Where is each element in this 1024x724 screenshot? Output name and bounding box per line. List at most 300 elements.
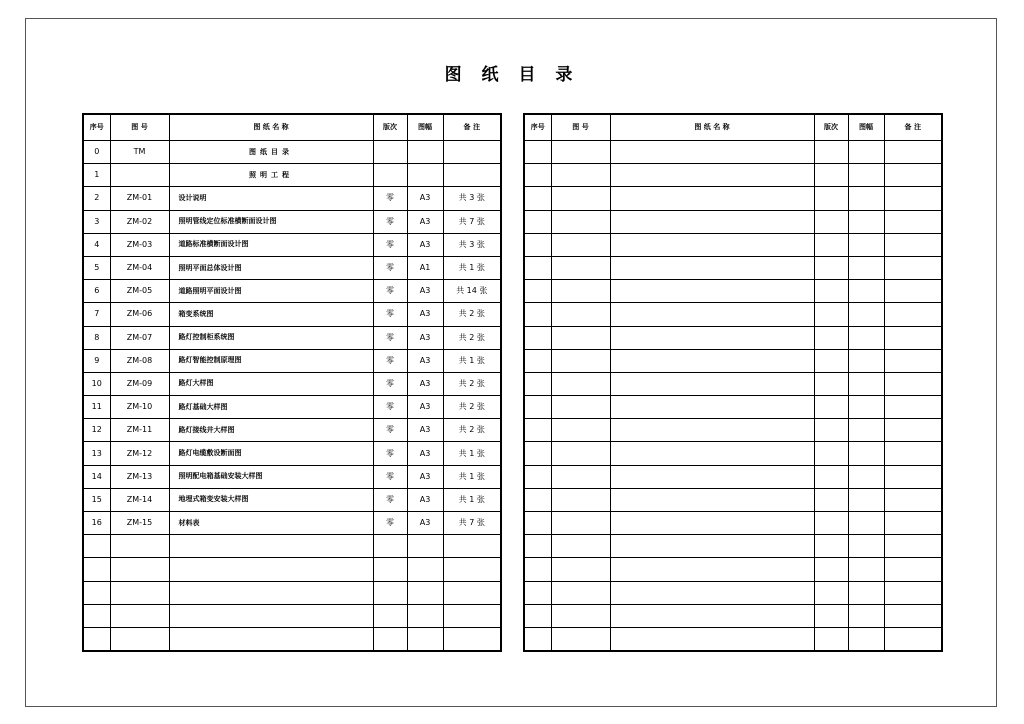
cell-version: 零 bbox=[373, 465, 407, 488]
cell-code bbox=[551, 604, 610, 627]
cell-code: ZM-06 bbox=[110, 303, 169, 326]
cell-version: 零 bbox=[373, 349, 407, 372]
cell-version bbox=[373, 604, 407, 627]
cell-seq: 7 bbox=[83, 303, 110, 326]
table-row-empty bbox=[524, 280, 942, 303]
table-row-empty bbox=[524, 627, 942, 651]
table-row bbox=[83, 349, 501, 372]
cell-code bbox=[551, 512, 610, 535]
cell-code: ZM-01 bbox=[110, 187, 169, 210]
table-row bbox=[83, 372, 501, 395]
cell-code: ZM-11 bbox=[110, 419, 169, 442]
cell-version: 零 bbox=[373, 210, 407, 233]
cell-name bbox=[169, 581, 373, 604]
cell-size bbox=[407, 627, 443, 651]
table-row bbox=[83, 535, 501, 558]
table-row bbox=[83, 419, 501, 442]
cell-name: 路灯接线井大样图 bbox=[169, 419, 373, 442]
table-row-empty bbox=[524, 581, 942, 604]
cell-code bbox=[551, 256, 610, 279]
cell-size bbox=[848, 465, 884, 488]
cell-code bbox=[551, 535, 610, 558]
cell-size bbox=[848, 604, 884, 627]
cell-version: 零 bbox=[373, 442, 407, 465]
cell-seq: 8 bbox=[83, 326, 110, 349]
cell-size: A3 bbox=[407, 210, 443, 233]
table-row bbox=[83, 581, 501, 604]
table-row bbox=[83, 256, 501, 279]
cell-seq bbox=[524, 581, 551, 604]
table-row-empty bbox=[524, 442, 942, 465]
table-row bbox=[83, 604, 501, 627]
table-row-empty bbox=[524, 558, 942, 581]
cell-name bbox=[610, 558, 814, 581]
cell-note bbox=[884, 141, 942, 164]
cell-seq: 10 bbox=[83, 372, 110, 395]
cell-size: A3 bbox=[407, 396, 443, 419]
cell-version bbox=[814, 326, 848, 349]
cell-size bbox=[848, 326, 884, 349]
cell-size: A3 bbox=[407, 442, 443, 465]
cell-name bbox=[610, 396, 814, 419]
cell-seq bbox=[83, 581, 110, 604]
cell-seq bbox=[524, 465, 551, 488]
cell-name bbox=[610, 326, 814, 349]
cell-seq: 6 bbox=[83, 280, 110, 303]
cell-size bbox=[407, 558, 443, 581]
cell-name bbox=[610, 419, 814, 442]
table-row-empty bbox=[524, 396, 942, 419]
cell-version bbox=[814, 141, 848, 164]
cell-code bbox=[551, 627, 610, 651]
cell-version bbox=[814, 465, 848, 488]
cell-size bbox=[848, 256, 884, 279]
cell-name: 照明管线定位标准横断面设计图 bbox=[169, 210, 373, 233]
cell-name: 地埋式箱变安装大样图 bbox=[169, 488, 373, 511]
cell-note: 共 1 张 bbox=[443, 465, 501, 488]
cell-seq: 14 bbox=[83, 465, 110, 488]
cell-seq bbox=[83, 627, 110, 651]
cell-version bbox=[814, 558, 848, 581]
cell-seq bbox=[524, 233, 551, 256]
cell-code bbox=[551, 419, 610, 442]
cell-name: 道路标准横断面设计图 bbox=[169, 233, 373, 256]
table-row-empty bbox=[524, 465, 942, 488]
cell-seq: 12 bbox=[83, 419, 110, 442]
table-row bbox=[83, 164, 501, 187]
table-row-empty bbox=[524, 187, 942, 210]
cell-version bbox=[814, 164, 848, 187]
cell-code: ZM-08 bbox=[110, 349, 169, 372]
cell-seq: 0 bbox=[83, 141, 110, 164]
table-row bbox=[83, 442, 501, 465]
cell-version bbox=[814, 419, 848, 442]
cell-seq bbox=[524, 256, 551, 279]
table-row bbox=[83, 512, 501, 535]
cell-code: ZM-15 bbox=[110, 512, 169, 535]
cell-name bbox=[610, 210, 814, 233]
cell-version bbox=[814, 256, 848, 279]
cell-note: 共 2 张 bbox=[443, 419, 501, 442]
table-row-empty bbox=[524, 512, 942, 535]
cell-seq bbox=[524, 558, 551, 581]
header-code: 图 号 bbox=[551, 114, 610, 141]
table-row-empty bbox=[524, 419, 942, 442]
cell-code bbox=[551, 326, 610, 349]
cell-name: 道路照明平面设计图 bbox=[169, 280, 373, 303]
cell-seq: 13 bbox=[83, 442, 110, 465]
cell-name bbox=[610, 141, 814, 164]
cell-version: 零 bbox=[373, 326, 407, 349]
cell-note: 共 1 张 bbox=[443, 442, 501, 465]
cell-note bbox=[884, 233, 942, 256]
cell-version bbox=[373, 558, 407, 581]
cell-code bbox=[551, 558, 610, 581]
header-version: 版次 bbox=[373, 114, 407, 141]
cell-version: 零 bbox=[373, 233, 407, 256]
cell-name bbox=[169, 627, 373, 651]
cell-code bbox=[551, 303, 610, 326]
cell-name: 图纸目录 bbox=[169, 141, 373, 164]
cell-size bbox=[848, 512, 884, 535]
cell-note: 共 2 张 bbox=[443, 372, 501, 395]
cell-seq bbox=[524, 396, 551, 419]
table-row-empty bbox=[524, 303, 942, 326]
cell-version bbox=[814, 535, 848, 558]
cell-version: 零 bbox=[373, 303, 407, 326]
cell-size bbox=[848, 280, 884, 303]
table-row bbox=[83, 488, 501, 511]
cell-code: ZM-13 bbox=[110, 465, 169, 488]
cell-note bbox=[443, 535, 501, 558]
cell-version bbox=[814, 581, 848, 604]
cell-seq bbox=[524, 488, 551, 511]
header-note: 备 注 bbox=[443, 114, 501, 141]
cell-code bbox=[551, 465, 610, 488]
cell-size bbox=[848, 558, 884, 581]
cell-version: 零 bbox=[373, 512, 407, 535]
cell-seq bbox=[524, 326, 551, 349]
cell-note bbox=[884, 627, 942, 651]
cell-name bbox=[610, 372, 814, 395]
table-row bbox=[83, 141, 501, 164]
cell-note bbox=[443, 558, 501, 581]
table-row bbox=[83, 233, 501, 256]
cell-size bbox=[848, 303, 884, 326]
table-row bbox=[83, 396, 501, 419]
table-header-row bbox=[524, 114, 942, 141]
drawing-index-table-right bbox=[523, 113, 943, 652]
cell-version: 零 bbox=[373, 488, 407, 511]
cell-note bbox=[884, 396, 942, 419]
cell-note: 共 3 张 bbox=[443, 233, 501, 256]
table-row-empty bbox=[524, 233, 942, 256]
cell-seq bbox=[524, 442, 551, 465]
cell-version bbox=[373, 164, 407, 187]
cell-code bbox=[110, 627, 169, 651]
cell-size bbox=[848, 581, 884, 604]
cell-size bbox=[848, 349, 884, 372]
table-row-empty bbox=[524, 326, 942, 349]
cell-note: 共 1 张 bbox=[443, 349, 501, 372]
cell-code bbox=[551, 164, 610, 187]
cell-note bbox=[884, 419, 942, 442]
table-header-row bbox=[83, 114, 501, 141]
cell-name bbox=[610, 442, 814, 465]
cell-code bbox=[551, 581, 610, 604]
cell-code bbox=[551, 488, 610, 511]
cell-code: ZM-09 bbox=[110, 372, 169, 395]
cell-version: 零 bbox=[373, 372, 407, 395]
cell-version bbox=[814, 187, 848, 210]
cell-name: 照明平面总体设计图 bbox=[169, 256, 373, 279]
cell-name bbox=[610, 535, 814, 558]
cell-size: A3 bbox=[407, 488, 443, 511]
cell-version: 零 bbox=[373, 419, 407, 442]
table-row-empty bbox=[524, 164, 942, 187]
cell-seq bbox=[83, 535, 110, 558]
cell-name bbox=[610, 349, 814, 372]
cell-seq bbox=[524, 535, 551, 558]
cell-note: 共 2 张 bbox=[443, 396, 501, 419]
header-note: 备 注 bbox=[884, 114, 942, 141]
cell-version: 零 bbox=[373, 187, 407, 210]
cell-code: TM bbox=[110, 141, 169, 164]
cell-note bbox=[884, 303, 942, 326]
cell-seq bbox=[524, 303, 551, 326]
cell-note bbox=[884, 465, 942, 488]
drawing-index-table-left bbox=[82, 113, 502, 652]
cell-name bbox=[610, 627, 814, 651]
cell-name: 路灯基础大样图 bbox=[169, 396, 373, 419]
table-row bbox=[83, 558, 501, 581]
cell-note bbox=[443, 141, 501, 164]
cell-size: A3 bbox=[407, 187, 443, 210]
cell-name: 路灯智能控制原理图 bbox=[169, 349, 373, 372]
cell-note bbox=[443, 627, 501, 651]
cell-version bbox=[814, 349, 848, 372]
cell-name bbox=[169, 604, 373, 627]
cell-seq bbox=[524, 419, 551, 442]
cell-name: 照明工程 bbox=[169, 164, 373, 187]
table-row-empty bbox=[524, 210, 942, 233]
cell-code bbox=[551, 187, 610, 210]
cell-name bbox=[610, 604, 814, 627]
cell-seq bbox=[524, 372, 551, 395]
cell-note bbox=[884, 187, 942, 210]
cell-version bbox=[814, 442, 848, 465]
cell-name bbox=[610, 187, 814, 210]
cell-size bbox=[848, 141, 884, 164]
cell-seq bbox=[524, 280, 551, 303]
cell-seq: 2 bbox=[83, 187, 110, 210]
cell-size bbox=[407, 604, 443, 627]
cell-code bbox=[551, 442, 610, 465]
table-row-empty bbox=[524, 372, 942, 395]
cell-version bbox=[373, 141, 407, 164]
cell-version: 零 bbox=[373, 396, 407, 419]
cell-name bbox=[169, 558, 373, 581]
cell-size: A1 bbox=[407, 256, 443, 279]
cell-note bbox=[884, 488, 942, 511]
cell-version bbox=[814, 604, 848, 627]
cell-code bbox=[551, 396, 610, 419]
cell-size bbox=[848, 442, 884, 465]
header-version: 版次 bbox=[814, 114, 848, 141]
cell-code: ZM-12 bbox=[110, 442, 169, 465]
cell-size bbox=[848, 372, 884, 395]
header-code: 图 号 bbox=[110, 114, 169, 141]
cell-note: 共 7 张 bbox=[443, 210, 501, 233]
cell-size: A3 bbox=[407, 349, 443, 372]
cell-note bbox=[443, 581, 501, 604]
cell-version bbox=[373, 581, 407, 604]
header-seq: 序号 bbox=[83, 114, 110, 141]
cell-seq bbox=[524, 349, 551, 372]
cell-seq: 3 bbox=[83, 210, 110, 233]
table-row bbox=[83, 187, 501, 210]
cell-name bbox=[610, 164, 814, 187]
cell-code: ZM-10 bbox=[110, 396, 169, 419]
table-row bbox=[83, 465, 501, 488]
cell-size: A3 bbox=[407, 326, 443, 349]
cell-version bbox=[814, 396, 848, 419]
cell-code bbox=[551, 349, 610, 372]
cell-code bbox=[110, 558, 169, 581]
cell-version bbox=[814, 488, 848, 511]
cell-code: ZM-03 bbox=[110, 233, 169, 256]
cell-seq: 5 bbox=[83, 256, 110, 279]
cell-size bbox=[848, 396, 884, 419]
cell-seq bbox=[524, 210, 551, 233]
header-name: 图 纸 名 称 bbox=[610, 114, 814, 141]
table-row-empty bbox=[524, 349, 942, 372]
table-row-empty bbox=[524, 256, 942, 279]
cell-name bbox=[610, 581, 814, 604]
cell-seq bbox=[524, 187, 551, 210]
cell-code bbox=[551, 280, 610, 303]
cell-size: A3 bbox=[407, 303, 443, 326]
cell-code: ZM-02 bbox=[110, 210, 169, 233]
cell-note bbox=[443, 164, 501, 187]
cell-size: A3 bbox=[407, 419, 443, 442]
cell-size: A3 bbox=[407, 280, 443, 303]
cell-note: 共 3 张 bbox=[443, 187, 501, 210]
cell-code bbox=[551, 141, 610, 164]
cell-version bbox=[373, 627, 407, 651]
table-row-empty bbox=[524, 488, 942, 511]
cell-name bbox=[610, 303, 814, 326]
cell-note: 共 1 张 bbox=[443, 256, 501, 279]
table-row bbox=[83, 303, 501, 326]
cell-note bbox=[443, 604, 501, 627]
cell-note: 共 14 张 bbox=[443, 280, 501, 303]
cell-seq bbox=[524, 627, 551, 651]
cell-name: 照明配电箱基础安装大样图 bbox=[169, 465, 373, 488]
cell-size bbox=[848, 488, 884, 511]
header-size: 图幅 bbox=[848, 114, 884, 141]
cell-code bbox=[551, 372, 610, 395]
table-row-empty bbox=[524, 604, 942, 627]
cell-seq bbox=[524, 512, 551, 535]
cell-note: 共 2 张 bbox=[443, 326, 501, 349]
cell-note bbox=[884, 280, 942, 303]
cell-seq: 9 bbox=[83, 349, 110, 372]
cell-name bbox=[610, 512, 814, 535]
cell-size: A3 bbox=[407, 372, 443, 395]
cell-code: ZM-05 bbox=[110, 280, 169, 303]
page-title: 图 纸 目 录 bbox=[444, 65, 580, 85]
cell-size: A3 bbox=[407, 233, 443, 256]
cell-note bbox=[884, 604, 942, 627]
cell-code bbox=[110, 535, 169, 558]
cell-name: 材料表 bbox=[169, 512, 373, 535]
cell-code bbox=[551, 233, 610, 256]
cell-name bbox=[610, 280, 814, 303]
cell-size bbox=[848, 187, 884, 210]
cell-seq bbox=[524, 604, 551, 627]
cell-size bbox=[848, 210, 884, 233]
cell-note: 共 7 张 bbox=[443, 512, 501, 535]
cell-size: A3 bbox=[407, 512, 443, 535]
cell-note bbox=[884, 512, 942, 535]
cell-name: 路灯大样图 bbox=[169, 372, 373, 395]
cell-name: 路灯控制柜系统图 bbox=[169, 326, 373, 349]
cell-note bbox=[884, 558, 942, 581]
cell-name bbox=[610, 233, 814, 256]
cell-version: 零 bbox=[373, 280, 407, 303]
cell-seq bbox=[524, 141, 551, 164]
table-row bbox=[83, 326, 501, 349]
cell-note bbox=[884, 349, 942, 372]
cell-code: ZM-07 bbox=[110, 326, 169, 349]
cell-name: 设计说明 bbox=[169, 187, 373, 210]
cell-note bbox=[884, 210, 942, 233]
cell-name bbox=[610, 465, 814, 488]
cell-size bbox=[848, 419, 884, 442]
cell-note bbox=[884, 256, 942, 279]
cell-code: ZM-14 bbox=[110, 488, 169, 511]
table-row bbox=[83, 627, 501, 651]
table-row bbox=[83, 210, 501, 233]
header-name: 图 纸 名 称 bbox=[169, 114, 373, 141]
cell-name: 路灯电缆敷设断面图 bbox=[169, 442, 373, 465]
cell-name bbox=[610, 256, 814, 279]
cell-note bbox=[884, 164, 942, 187]
header-size: 图幅 bbox=[407, 114, 443, 141]
cell-version bbox=[814, 210, 848, 233]
cell-version: 零 bbox=[373, 256, 407, 279]
cell-code bbox=[110, 581, 169, 604]
cell-size bbox=[407, 581, 443, 604]
cell-seq: 15 bbox=[83, 488, 110, 511]
table-row-empty bbox=[524, 535, 942, 558]
cell-seq bbox=[83, 604, 110, 627]
cell-size bbox=[407, 535, 443, 558]
cell-size bbox=[848, 233, 884, 256]
cell-seq bbox=[83, 558, 110, 581]
cell-version bbox=[814, 627, 848, 651]
cell-name bbox=[169, 535, 373, 558]
cell-version bbox=[814, 512, 848, 535]
cell-size bbox=[848, 535, 884, 558]
cell-version bbox=[814, 303, 848, 326]
cell-version bbox=[373, 535, 407, 558]
table-row-empty bbox=[524, 141, 942, 164]
cell-seq bbox=[524, 164, 551, 187]
cell-size bbox=[848, 627, 884, 651]
cell-seq: 11 bbox=[83, 396, 110, 419]
